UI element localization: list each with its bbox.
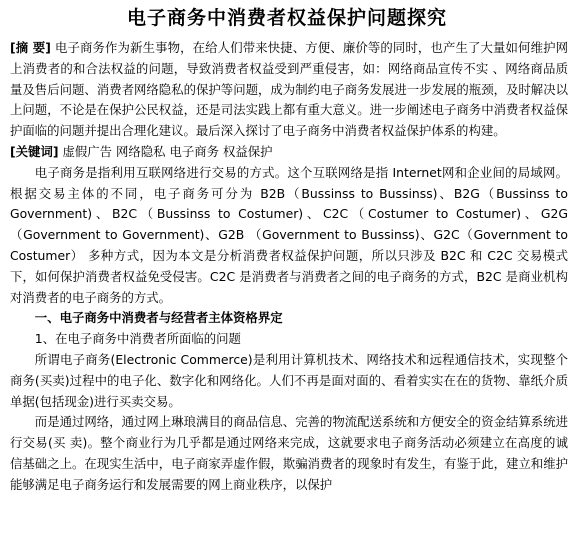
abstract-paragraph [10, 38, 568, 142]
keywords-text: 虚假广告 网络隐私 电子商务 权益保护 [58, 143, 273, 159]
body-paragraph-1: 电子商务是指利用互联网络进行交易的方式。这个互联网络是指 Internet网和企业间的局域网。根据交易主体的不同，电子商务可分为 B2B（Bussinss to Bussinss)、B2G（Bussinss to Government)、B2C（Bussinss to Costumer)、C2C（Costumer to Costumer)、G2G（Government to Government)、G2B （Government to Bussinss)、G2C（Government to Costumer） 多种方式，因为本文是分析消费者权益保护问题，所以只涉及 B2C 和 C2C 交易模式下，如何保护消费者权益免受侵害。C2C 是消费者与消费者之间的电子商务的方式，B2C 是商业机构对消费者的电子商务的方式。 [10, 164, 568, 305]
keywords-paragraph [10, 142, 568, 163]
document-title: 电子商务中消费者权益保护问题探究 [126, 7, 447, 29]
document-body [10, 38, 568, 496]
keywords-label: [关键词] [10, 143, 59, 159]
body-paragraph-2: 所谓电子商务(Electronic Commerce)是利用计算机技术、网络技术和远程通信技术，实现整个商务(买卖)过程中的电子化、数字化和网络化。人们不再是面对面的、看着实实在在的货物、靠纸介质单据(包括现金)进行买卖交易。 [10, 351, 568, 409]
section-heading-1: 一、电子商务中消费者与经营者主体资格界定 [34, 310, 283, 326]
subsection-heading-1: 1、在电子商务中消费者所面临的问题 [34, 331, 241, 347]
abstract-text: 电子商务作为新生事物，在给人们带来快捷、方便、廉价等的同时，也产生了大量如何维护网上消费者的和合法权益的问题，导致消费者权益受到严重侵害，如：网络商品宣传不实 、网络商品质量及售后问题、消费者网络隐私的保护等问题，成为制约电子商务发展进一步发展的瓶颈，及时解决以上问题，不论是在保护公民权益，还是司法实践上都有重大意义。进一步阐述电子商务中消费者权益保护面临的问题并提出合理化建议。最后深入探讨了电子商务中消费者权益保护体系的构建。 [10, 40, 568, 139]
body-paragraph-3: 而是通过网络，通过网上琳琅满目的商品信息、完善的物流配送系统和方便安全的资金结算系统进行交易(买 卖)。整个商业行为几乎都是通过网络来完成，这就要求电子商务活动必须建立在高度的诚信基础之上。在现实生活中，电子商家弄虚作假，欺骗消费者的现象时有发生，有鉴于此，建立和维护能够满足电子商务运行和发展需要的网上商业秩序，以保护 [10, 414, 568, 492]
abstract-label: [摘 要] [10, 40, 51, 55]
